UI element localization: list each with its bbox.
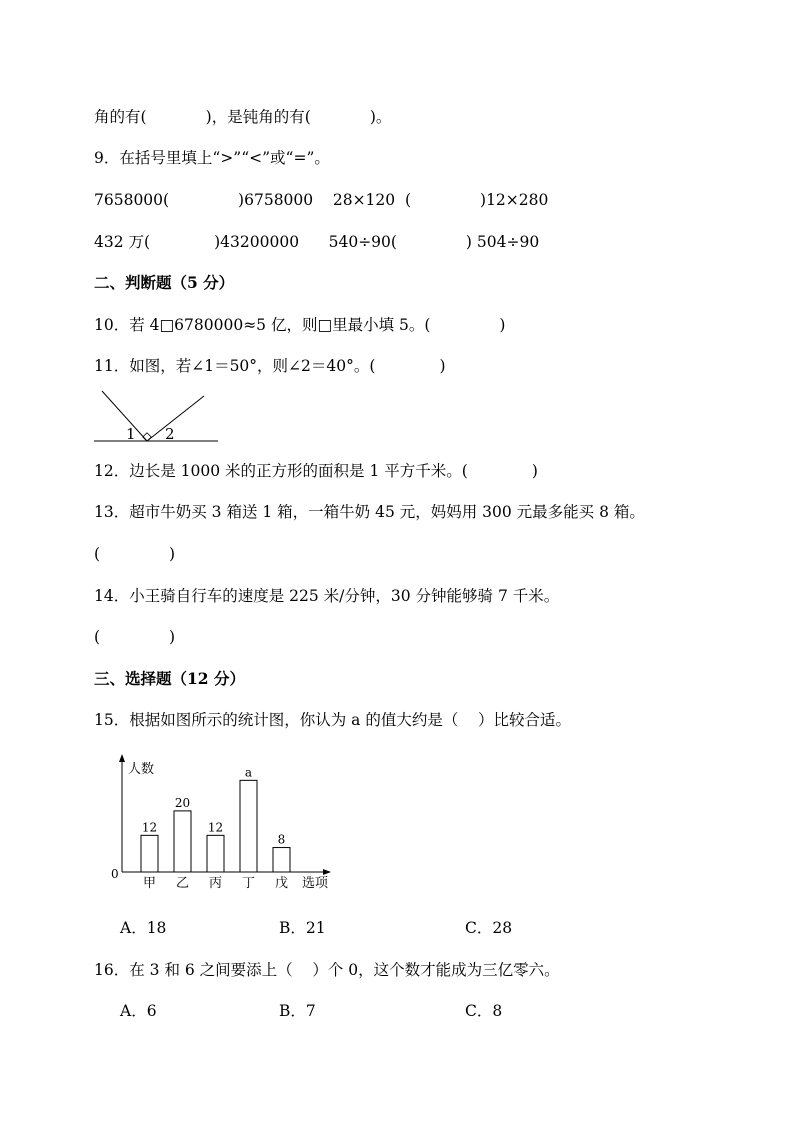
bar-value-label: 8 [277,832,286,847]
x-axis-arrow [323,869,331,875]
origin-label: 0 [111,867,119,881]
bar-乙 [174,811,191,872]
q16-option-c[interactable]: C．8 [465,1002,503,1020]
q15-option-c[interactable]: C．28 [465,919,513,937]
question-11: 11．如图，若∠1＝50°，则∠2＝40°。( ) [94,357,446,375]
q15-option-b[interactable]: B．21 [279,919,326,937]
category-tick-label: 戊 [274,876,289,891]
bar-戊 [273,848,290,872]
category-tick-label: 甲 [142,876,157,891]
q16-option-b[interactable]: B．7 [279,1002,316,1020]
question-10: 10．若 4□6780000≈5 亿，则□里最小填 5。( ) [94,316,506,334]
angle-figure [90,386,225,446]
category-tick-label: 丙 [208,876,223,891]
y-axis-arrow [119,754,125,762]
category-tick-label: 丁 [241,876,256,891]
question-9-row-1: 7658000( )6758000 28×120 ( )12×280 [94,191,549,209]
section-3-heading: 三、选择题（12 分） [94,669,245,688]
question-13: 13．超市牛奶买 3 箱送 1 箱，一箱牛奶 45 元，妈妈用 300 元最多能买 8 箱。 [94,503,645,521]
angle-1-label: 1 [126,425,136,443]
question-9: 9．在括号里填上“>”“<”或“=”。 [94,149,330,167]
x-axis-label: 选项 [302,876,329,891]
bar-chart [100,752,340,892]
bar-丙 [207,835,224,872]
bar-value-label: a [244,765,253,780]
bar-value-label: 12 [141,820,158,835]
q15-option-a[interactable]: A．18 [120,919,167,937]
question-15: 15．根据如图所示的统计图，你认为 a 的值大约是（ ）比较合适。 [94,711,572,729]
question-14: 14．小王骑自行车的速度是 225 米/分钟，30 分钟能够骑 7 千米。 [94,587,560,605]
question-9-row-2: 432 万( )43200000 540÷90( ) 504÷90 [94,233,540,251]
angle-2-label: 2 [165,425,175,443]
bar-丁 [240,780,257,872]
bar-甲 [141,835,158,872]
category-tick-label: 乙 [175,876,190,891]
bar-value-label: 20 [174,795,191,810]
y-axis-label: 人数 [128,762,155,777]
q16-option-a[interactable]: A．6 [120,1002,157,1020]
question-16: 16．在 3 和 6 之间要添上（ ）个 0，这个数才能成为三亿零六。 [94,961,560,979]
question-12: 12．边长是 1000 米的正方形的面积是 1 平方千米。( ) [94,462,538,480]
question-14-answer-blank: ( ) [94,628,176,646]
section-2-heading: 二、判断题（5 分） [94,273,235,292]
bar-value-label: 12 [207,820,224,835]
question-8-tail: 角的有( )，是钝角的有( )。 [94,108,392,126]
question-13-answer-blank: ( ) [94,545,176,563]
